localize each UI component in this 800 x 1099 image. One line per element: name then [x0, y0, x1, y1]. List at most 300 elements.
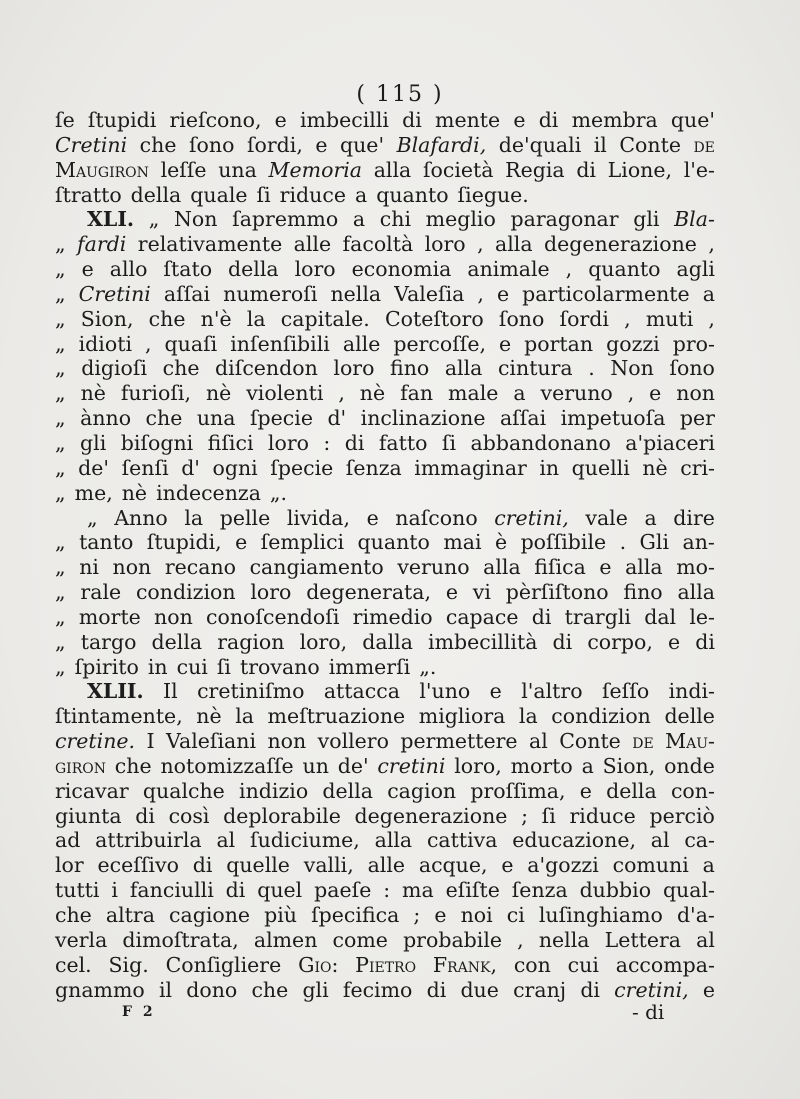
word: quanto [357, 530, 430, 555]
word: che [251, 977, 289, 1002]
word: di [402, 108, 422, 132]
word: e [501, 853, 514, 878]
word: de [632, 729, 654, 754]
word: „ [55, 604, 66, 629]
word: „ [87, 505, 98, 530]
word: ànno [80, 406, 132, 431]
word: gli [80, 430, 107, 455]
word: di [225, 878, 246, 903]
word: alla [444, 356, 483, 381]
word: trargli [564, 604, 631, 629]
word: e [315, 132, 328, 157]
word: Non [173, 207, 218, 232]
word: pelle [219, 505, 271, 530]
text-line [55, 630, 715, 655]
word: „ [55, 455, 66, 480]
word: economia [351, 257, 452, 282]
word: dimoſtrata, [122, 927, 239, 952]
word: „ [55, 480, 66, 505]
word: gli [302, 977, 329, 1002]
word: cretine. [55, 729, 136, 754]
text-line [55, 580, 715, 605]
word: vale [585, 505, 628, 530]
word: que' [670, 108, 715, 132]
word: che [148, 306, 186, 331]
word: ſapremmo [232, 207, 339, 232]
word: e [445, 580, 458, 605]
word: allo [109, 257, 148, 282]
word: attacca [323, 679, 400, 704]
word: due [460, 977, 499, 1002]
word: ſpirito [74, 654, 139, 679]
word: eſiſte [445, 878, 500, 903]
word: Maugiron [55, 157, 149, 182]
word: trovano [240, 654, 320, 679]
text-line [55, 257, 715, 282]
page-number: ( 115 ) [356, 82, 444, 107]
word: in [147, 654, 168, 679]
word: de'quali [498, 132, 582, 157]
word: che [145, 406, 183, 431]
word: e [489, 679, 502, 704]
word: , [708, 232, 715, 257]
word: di [192, 853, 213, 878]
word: Cretini [55, 132, 128, 157]
word: inſenſibili [230, 331, 330, 356]
word: a [702, 853, 715, 878]
word: fanciulli [129, 878, 214, 903]
word: ricavar [55, 778, 129, 803]
word: Frank, [432, 952, 497, 977]
word: di [531, 604, 552, 629]
word: vollero [317, 729, 389, 754]
word: „ [55, 555, 66, 580]
word: immerſi [328, 654, 411, 679]
word: alla [495, 232, 533, 257]
text-line [55, 307, 715, 332]
word: me, [74, 480, 113, 505]
body-text [55, 108, 715, 1002]
word: Il [163, 679, 178, 704]
word: alle [293, 232, 332, 257]
text-line [55, 232, 715, 257]
text-line [55, 605, 715, 630]
word: riduce [279, 182, 346, 207]
word: „ [55, 356, 66, 381]
word: male [448, 381, 499, 406]
word: l'e- [683, 157, 715, 182]
word: , [627, 381, 635, 406]
text-line [55, 108, 715, 133]
word: le- [689, 604, 715, 629]
word: chi [379, 207, 412, 232]
word: degenerazione [544, 232, 697, 257]
text-line [55, 679, 715, 704]
word: e [513, 108, 526, 132]
word: leſſe [160, 157, 207, 182]
word: cretini [377, 753, 446, 778]
word: loro [294, 257, 336, 282]
word: ſordi, [246, 132, 303, 157]
text-line [55, 158, 715, 183]
word: ad [55, 828, 81, 853]
word: ſi [216, 654, 231, 679]
word: acque, [418, 853, 488, 878]
word: è [494, 530, 508, 555]
word: biſogni [120, 430, 194, 455]
word: ſudiciume, [250, 828, 360, 853]
word: con [513, 952, 551, 977]
signature-mark: F 2 [122, 1004, 156, 1020]
word: valli, [303, 853, 354, 878]
word: cretini, [614, 977, 689, 1002]
word: di [538, 108, 559, 132]
word: ogni [212, 455, 258, 480]
word: ſono [669, 356, 715, 381]
word: ragion [217, 629, 285, 654]
word: „ [55, 530, 66, 555]
word: ſi [256, 182, 271, 207]
word: cattiva [426, 828, 498, 853]
word: Anno [114, 505, 168, 530]
word: l'altro [521, 679, 583, 704]
word: proſſima, [470, 778, 566, 803]
word: aſſai [499, 406, 547, 431]
word: Gio: [298, 952, 339, 977]
word: onde [664, 753, 715, 778]
word: nè [642, 455, 668, 480]
word: al [696, 927, 715, 952]
word: furioſi, [120, 381, 191, 406]
text-line [55, 282, 715, 307]
word: giron [55, 753, 106, 778]
catchword: - di [632, 1000, 665, 1024]
word: Bla- [674, 207, 715, 232]
word: ſpecifica [311, 903, 400, 927]
word: : [383, 878, 391, 903]
word: ſemplici [260, 530, 345, 555]
word: , [477, 232, 484, 257]
word: particolarmente [522, 281, 690, 306]
word: non [267, 729, 307, 754]
word: n'è [200, 306, 232, 331]
word: a [352, 207, 366, 232]
word: nella [330, 281, 382, 306]
word: pèrſiſtono [505, 580, 609, 605]
word: ſi [541, 803, 556, 828]
word: cel. [55, 952, 92, 977]
word: d' [181, 455, 200, 480]
text-line [55, 655, 715, 680]
word: cretini, [494, 505, 569, 530]
word: „ [55, 430, 66, 455]
word: e [649, 381, 662, 406]
word: mente [435, 108, 501, 132]
text-line [55, 878, 715, 903]
word: „ [55, 654, 66, 679]
word: loro [424, 232, 466, 257]
word: immaginar [414, 455, 527, 480]
word: Valeſiani [166, 729, 257, 754]
word: e [579, 778, 592, 803]
word: ma [402, 878, 434, 903]
word: e [599, 555, 612, 580]
word: una [196, 406, 236, 431]
word: que' [339, 132, 385, 157]
word: qualche [142, 778, 225, 803]
word: nè [121, 480, 148, 505]
word: ; [413, 903, 421, 927]
word: impetuoſa [560, 406, 666, 431]
word: „ [55, 331, 66, 356]
word: „ [55, 281, 66, 306]
word: e [274, 108, 287, 132]
word: ci [506, 903, 525, 927]
text-line [55, 978, 715, 1003]
word: riduce [569, 803, 636, 828]
word: cintura [497, 356, 573, 381]
word: poſſibile [520, 530, 607, 555]
word: Sig. [108, 952, 149, 977]
word: cangiamento [249, 555, 384, 580]
word: almen [253, 927, 318, 952]
word: fino [390, 356, 430, 381]
word: ſono [188, 132, 235, 157]
word: facoltà [342, 232, 414, 257]
word: mo- [676, 555, 715, 580]
word: alle [367, 853, 406, 878]
word: numeroſi [223, 281, 318, 306]
word: alla [373, 157, 412, 182]
word: di [576, 157, 596, 182]
word: quelle [226, 853, 290, 878]
word: „ [55, 381, 66, 406]
word: ſpecie [249, 406, 313, 431]
word: e [702, 977, 715, 1002]
text-line [55, 506, 715, 531]
word: quelli [571, 455, 630, 480]
word: imbecilli [299, 108, 389, 132]
word: Conte [559, 729, 621, 754]
text-line [55, 133, 715, 158]
word: Pietro [355, 952, 417, 977]
word: delle [664, 704, 715, 729]
text-line [55, 779, 715, 804]
word: di [580, 977, 600, 1002]
text-line [55, 754, 715, 779]
word: comuni [612, 853, 689, 878]
word: dire [673, 505, 715, 530]
word: diſcendon [215, 356, 318, 381]
word: veruno [397, 555, 470, 580]
word: di [426, 977, 447, 1002]
word: della [322, 778, 373, 803]
word: un [302, 753, 329, 778]
word: a [702, 281, 715, 306]
word: mai [443, 530, 482, 555]
text-line [55, 729, 715, 754]
word: degenerazione [354, 803, 508, 828]
word: loro [250, 580, 292, 605]
word: cranj [513, 977, 567, 1002]
word: violenti [246, 381, 324, 406]
word: degenerata, [306, 580, 432, 605]
word: cui [567, 952, 599, 977]
word: Mau- [665, 729, 715, 754]
word: membra [571, 108, 658, 132]
word: „ [55, 257, 66, 282]
word: della [228, 257, 279, 282]
word: muti [645, 306, 694, 331]
word: eceſſivo [97, 853, 179, 878]
word: l'uno [419, 679, 471, 704]
word: permettere [400, 729, 518, 754]
word: Lione, [607, 157, 673, 182]
word: indecenza [156, 480, 261, 505]
word: cretiniſmo [197, 679, 305, 704]
word: una [218, 157, 257, 182]
word: rieſcono, [169, 108, 262, 132]
word: conoſcendoſi [206, 604, 340, 629]
word: accompa- [615, 952, 715, 977]
word: „ [55, 306, 66, 331]
word: fiſica [534, 555, 586, 580]
word: tutti [55, 878, 100, 903]
word: altra [105, 903, 155, 927]
word: educazione, [512, 828, 636, 853]
text-line [55, 207, 715, 232]
word: „ [55, 232, 66, 257]
word: la [184, 505, 204, 530]
text-line [55, 853, 715, 878]
word: di [695, 629, 715, 654]
word: loro [267, 430, 309, 455]
word: dubbio [579, 878, 652, 903]
word: fecimo [342, 977, 413, 1002]
text-line [55, 928, 715, 953]
word: ca- [684, 828, 715, 853]
word: Memoria [268, 157, 363, 182]
word: dal [644, 604, 677, 629]
word: rale [80, 580, 122, 605]
word: a'piaceri [625, 430, 715, 455]
word: al [650, 828, 670, 853]
text-line [55, 953, 715, 978]
word: luſinghiamo [538, 903, 663, 927]
word: abbandonano [470, 430, 611, 455]
text-line [55, 406, 715, 431]
word: ſiegue. [457, 182, 529, 207]
word: recano [164, 555, 237, 580]
word: di [552, 629, 573, 654]
word: nè [359, 381, 386, 406]
word: , [565, 257, 573, 282]
word: qual- [662, 878, 715, 903]
word: deplorabile [223, 803, 341, 828]
word: XLII. [87, 679, 144, 704]
word: più [264, 903, 298, 927]
word: non [154, 604, 193, 629]
word: loro [333, 356, 375, 381]
word: Lettera [604, 927, 681, 952]
word: ſordi [559, 306, 609, 331]
word: Sion, [602, 753, 656, 778]
word: cagione [169, 903, 251, 927]
word: ſeſſo [601, 679, 650, 704]
word: quanto [376, 182, 449, 207]
word: ſtintamente, [55, 704, 183, 729]
text-line [55, 431, 715, 456]
word: vi [472, 580, 491, 605]
word: . [588, 356, 595, 381]
word: ; [521, 803, 528, 828]
word: così [168, 803, 210, 828]
word: , [517, 927, 524, 952]
word: Valeſia [394, 281, 465, 306]
word: quale [190, 182, 248, 207]
word: cui [176, 654, 208, 679]
word: non [676, 381, 715, 406]
word: gli [633, 207, 660, 232]
word: agli [676, 257, 715, 282]
word: alle [342, 331, 381, 356]
text-line [55, 481, 715, 506]
word: a [513, 381, 526, 406]
word: livida, [286, 505, 350, 530]
word: digioſi [81, 356, 148, 381]
word: che [162, 356, 200, 381]
word: dono [186, 977, 238, 1002]
word: loro, [299, 629, 348, 654]
word: fino [623, 580, 663, 605]
word: a [644, 505, 657, 530]
text-line [55, 530, 715, 555]
word: naſcono [395, 505, 478, 530]
text-line [55, 704, 715, 729]
word: e [235, 530, 248, 555]
word: e [499, 331, 512, 356]
word: XLI. [87, 207, 135, 232]
text-line [55, 828, 715, 853]
word: dalla [362, 629, 413, 654]
word: ſi [441, 430, 457, 455]
word: capitale. [280, 306, 370, 331]
word: non [112, 555, 152, 580]
word: probabile [403, 927, 503, 952]
word: il [593, 132, 607, 157]
text-line [55, 555, 715, 580]
word: , [624, 306, 631, 331]
text-line [55, 183, 715, 208]
word: ſocietà [422, 157, 494, 182]
word: aſſai [163, 281, 211, 306]
word: rimedio [352, 604, 433, 629]
word: gozzi [606, 331, 660, 356]
word: targo [80, 629, 137, 654]
word: , [338, 381, 345, 406]
word: idioti [78, 331, 132, 356]
word: verla [55, 927, 108, 952]
word: morto [510, 753, 573, 778]
word: che [114, 753, 152, 778]
word: Coteſtoro [384, 306, 484, 331]
word: condizion [135, 580, 236, 605]
word: nè [205, 381, 232, 406]
word: inclinazione [360, 406, 486, 431]
word: percoſſe, [393, 331, 487, 356]
word: „ [55, 580, 66, 605]
word: ſono [498, 306, 545, 331]
